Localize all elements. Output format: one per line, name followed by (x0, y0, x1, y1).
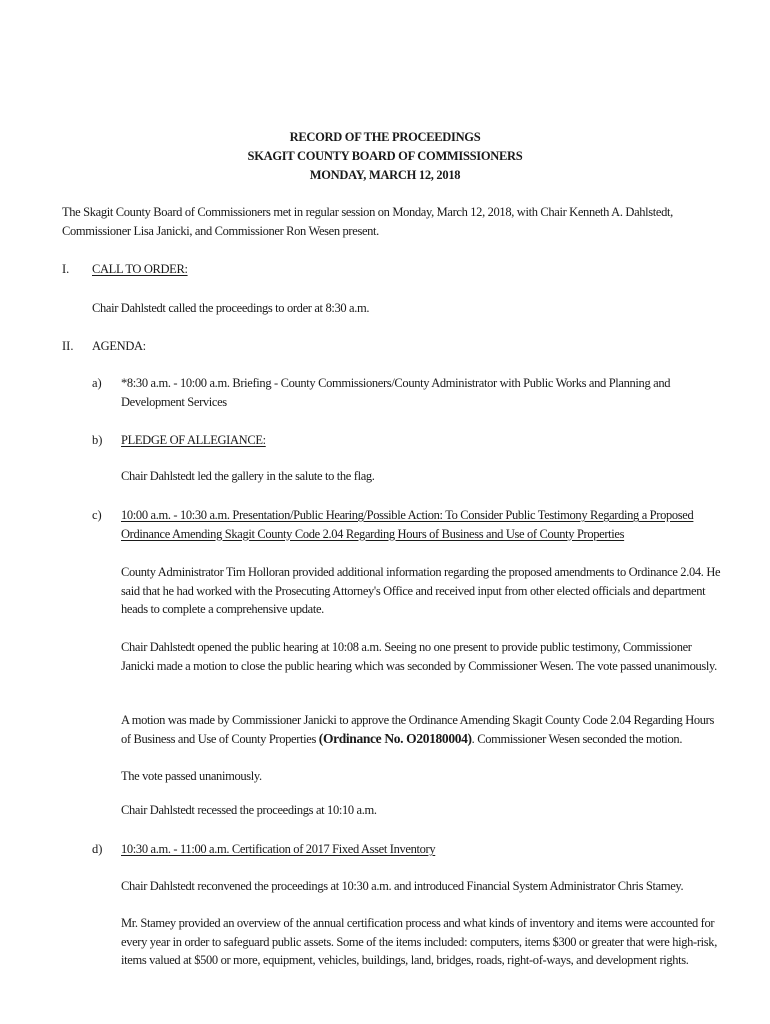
item-a-text: *8:30 a.m. - 10:00 a.m. Briefing - County Commissioners/County Administrator with Public Works and Planning and Development Services (121, 376, 671, 409)
section-1-numeral: I. (62, 262, 70, 276)
ordinance-number: (Ordinance No. O20180004) (318, 730, 472, 746)
board-title: SKAGIT COUNTY BOARD OF COMMISSIONERS (247, 149, 523, 163)
item-c-paragraph-2: Chair Dahlstedt opened the public hearing at 10:08 a.m. Seeing no one present to provide public testimony, Commissioner Janicki made a motion to close the public hearing which was seconded by Commissioner Wesen. The vote passed unanimously. (121, 640, 717, 673)
section-2-heading: AGENDA: (92, 339, 146, 353)
item-b-letter: b) (92, 433, 103, 447)
motion-text-end: . Commissioner Wesen seconded the motion. (471, 731, 683, 746)
motion-text-start: A motion was made by Commissioner Janicki to approve the Ordinance Amending Skagit County Code 2.04 Regarding Hours of Business and Use of County Properties (121, 713, 714, 746)
meeting-date: MONDAY, MARCH 12, 2018 (309, 168, 461, 182)
item-c-heading: 10:00 a.m. - 10:30 a.m. Presentation/Public Hearing/Possible Action: To Consider Public Testimony Regarding a Proposed Ordinance Amending Skagit County Code 2.04 Regarding Hours of Business and Use of County Properties (121, 508, 694, 541)
item-c-paragraph-4: The vote passed unanimously. (121, 769, 262, 783)
item-c-paragraph-5: Chair Dahlstedt recessed the proceedings at 10:10 a.m. (121, 803, 377, 817)
section-2-numeral: II. (62, 339, 74, 353)
item-d-heading: 10:30 a.m. - 11:00 a.m. Certification of 2017 Fixed Asset Inventory (121, 842, 436, 856)
item-d-paragraph-1: Chair Dahlstedt reconvened the proceedings at 10:30 a.m. and introduced Financial System Administrator Chris Stamey. (121, 879, 684, 893)
item-c-paragraph-1: County Administrator Tim Holloran provided additional information regarding the proposed amendments to Ordinance 2.04. He said that he had worked with the Prosecuting Attorney's Office and received input from other elected officials and department heads to complete a comprehensive update. (121, 565, 721, 616)
section-1-heading: CALL TO ORDER: (92, 262, 188, 276)
intro-paragraph: The Skagit County Board of Commissioners met in regular session on Monday, March 12, 2018, with Chair Kenneth A. Dahlstedt, Commissioner Lisa Janicki, and Commissioner Ron Wesen present. (62, 205, 673, 238)
item-b-text: Chair Dahlstedt led the gallery in the salute to the flag. (121, 469, 375, 483)
item-b-heading: PLEDGE OF ALLEGIANCE: (121, 433, 266, 447)
section-1-text: Chair Dahlstedt called the proceedings to order at 8:30 a.m. (92, 301, 370, 315)
item-d-paragraph-2: Mr. Stamey provided an overview of the annual certification process and what kinds of inventory and items were accounted for every year in order to safeguard public assets. Some of the items included: computers, items $300 or greater that were high-risk, items valued at $500 or more, equipment, vehicles, buildings, land, bridges, roads, right-of-ways, and development rights. (121, 916, 717, 967)
item-c-letter: c) (92, 508, 102, 522)
item-a-letter: a) (92, 376, 102, 390)
item-c-motion-paragraph (121, 711, 721, 748)
record-title: RECORD OF THE PROCEEDINGS (289, 130, 481, 144)
item-d-letter: d) (92, 842, 103, 856)
